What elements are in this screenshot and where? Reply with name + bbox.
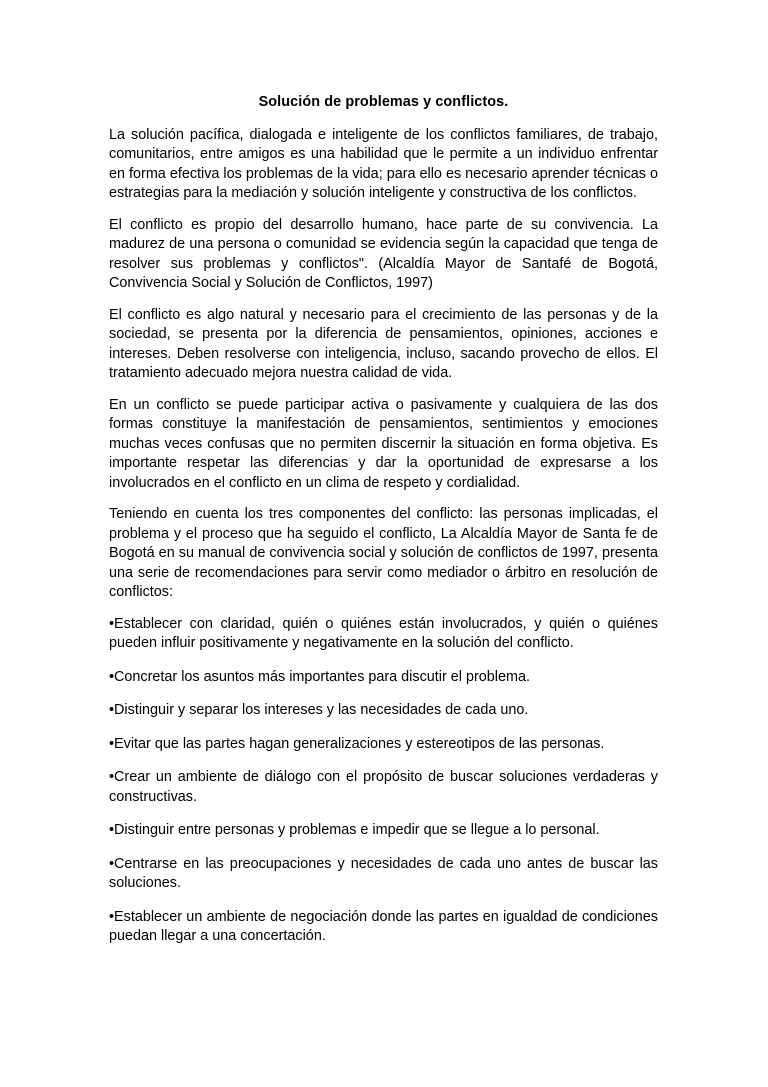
bullet-item: •Establecer con claridad, quién o quiénes están involucrados, y quién o quiénes pueden influir positivamente y negativamente en la solución del conflicto.: [109, 615, 658, 651]
bullet-item: •Evitar que las partes hagan generalizaciones y estereotipos de las personas.: [109, 735, 605, 752]
paragraph-conflict-natural: El conflicto es algo natural y necesario para el crecimiento de las personas y de la sociedad, se presenta por la diferencia de pensamientos, opiniones, acciones e intereses. Deben resolverse con inteligencia, incluso, sacando provecho de ellos. El tratamiento adecuado mejora nuestra calidad de vida.: [109, 306, 658, 381]
paragraph-recommendations-intro: Teniendo en cuenta los tres componentes del conflicto: las personas implicadas, el problema y el proceso que ha seguido el conflicto, La Alcaldía Mayor de Santa fe de Bogotá en su manual de convivencia social y solución de conflictos de 1997, presenta una serie de recomendaciones para servir como mediador o árbitro en resolución de conflictos:: [109, 506, 658, 600]
document-page: [109, 93, 658, 961]
paragraph-intro: La solución pacífica, dialogada e inteligente de los conflictos familiares, de trabajo, comunitarios, entre amigos es una habilidad que le permite a un individuo enfrentar en forma efectiva los problemas de la vida; para ello es necesario aprender técnicas o estrategias para la mediación y solución inteligente y constructiva de los conflictos.: [109, 126, 658, 201]
bullet-item: •Concretar los asuntos más importantes para discutir el problema.: [109, 668, 530, 685]
bullet-item: •Establecer un ambiente de negociación donde las partes en igualdad de condiciones puedan llegar a una concertación.: [109, 908, 658, 944]
bullet-item: •Crear un ambiente de diálogo con el propósito de buscar soluciones verdaderas y constructivas.: [109, 769, 658, 805]
paragraph-conflict-definition: El conflicto es propio del desarrollo humano, hace parte de su convivencia. La madurez de una persona o comunidad se evidencia según la capacidad que tenga de resolver sus problemas y conflictos". (Alcaldía Mayor de Santafé de Bogotá, Convivencia Social y Solución de Conflictos, 1997): [109, 216, 658, 291]
bullet-item: •Distinguir y separar los intereses y las necesidades de cada uno.: [109, 702, 529, 718]
document-title: Solución de problemas y conflictos.: [258, 94, 509, 110]
bullet-item: •Distinguir entre personas y problemas e impedir que se llegue a lo personal.: [109, 822, 600, 838]
bullet-item: •Centrarse en las preocupaciones y necesidades de cada uno antes de buscar las soluciones.: [109, 855, 658, 891]
paragraph-participation: En un conflicto se puede participar activa o pasivamente y cualquiera de las dos formas constituye la manifestación de pensamientos, sentimientos y emociones muchas veces confusas que no permiten discernir la situación en forma objetiva. Es importante respetar las diferencias y dar la oportunidad de expresarse a los involucrados en el conflicto en un clima de respeto y cordialidad.: [109, 396, 658, 491]
